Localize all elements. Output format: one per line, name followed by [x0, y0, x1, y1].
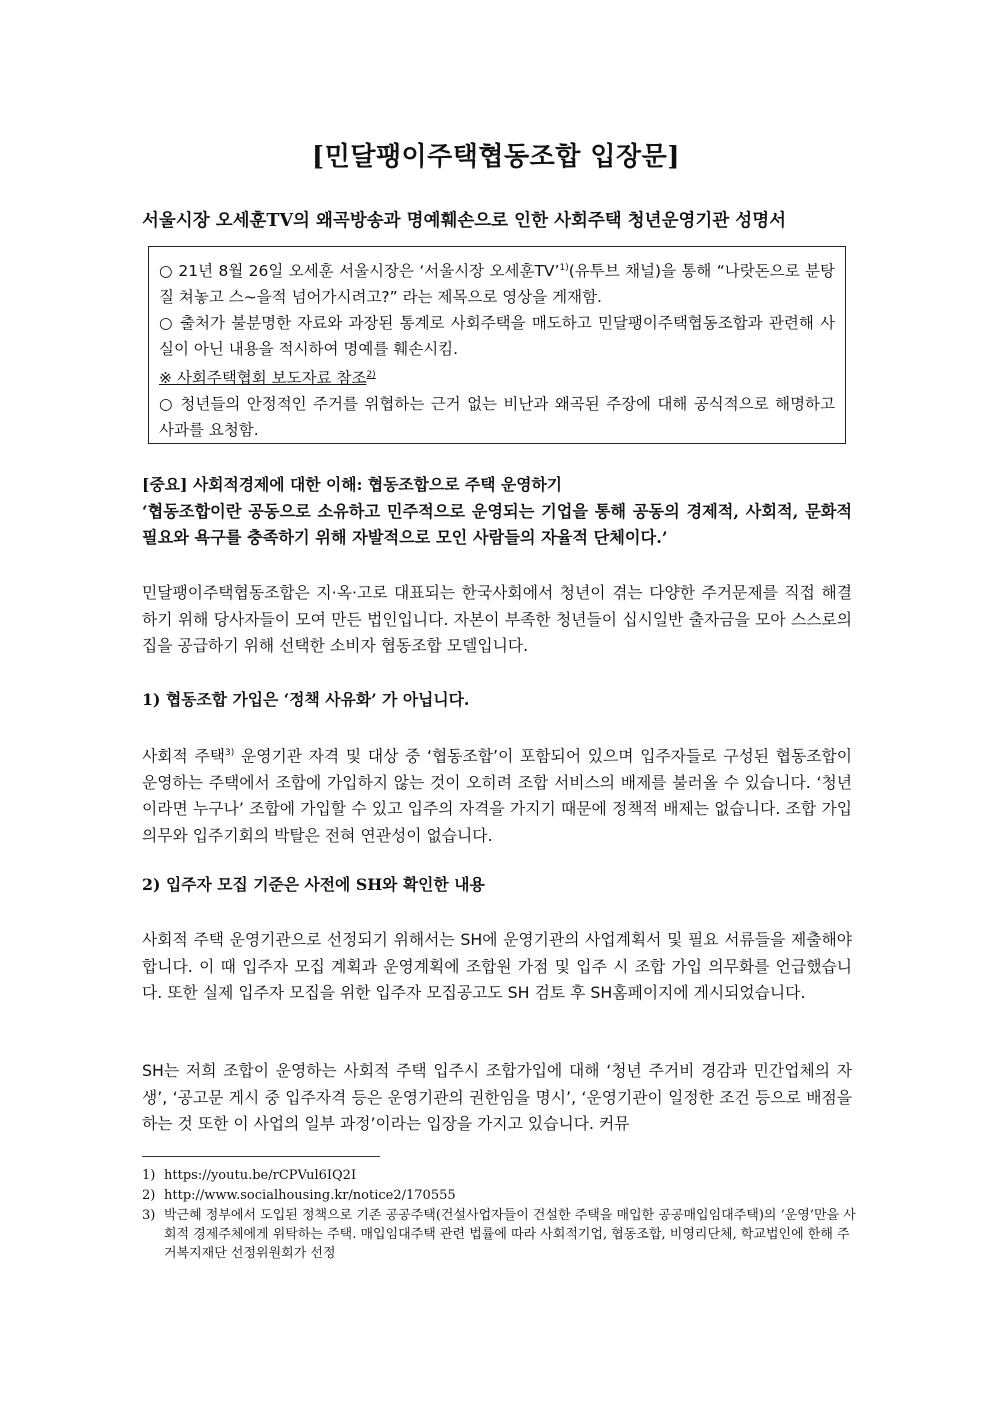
section-2-heading: 2) 입주자 모집 기준은 사전에 SH와 확인한 내용	[142, 875, 485, 894]
intro-paragraph: 민달팽이주택협동조합은 지·옥·고로 대표되는 한국사회에서 청년이 겪는 다양한 주거문제를 직접 해결하기 위해 당사자들이 모여 만든 법인입니다. 자본이 부족한 청년들이 십시일반 출자금을 모아 스스로의 집을 공급하기 위해 선택한 소비자 협동조합 모델입니다.	[142, 583, 852, 655]
section-1-body-text-cont: 운영기관 자격 및 대상 중 ‘협동조합’이 포함되어 있으며 입주자들로 구성된 협동조합이 운영하는 주택에서 조합에 가입하지 않는 것이 오히려 조합 서비스의 배제를 불러올 수 있습니다. ‘청년이라면 누구나’ 조합에 가입할 수 있고 입주의 자격을 가지기 때문에 정책적 배제는 없습니다. 조합 가입 의무와 입주기회의 박탈은 전혀 연관성이 없습니다.	[142, 746, 852, 845]
cooperative-definition-quote: ‘협동조합이란 공동으로 소유하고 민주적으로 운영되는 기업을 통해 공동의 경제적, 사회적, 문화적 필요와 욕구를 충족하기 위해 자발적으로 모인 사람들의 자율적 단체이다.’	[142, 501, 852, 547]
important-section	[142, 472, 852, 552]
footnotes	[142, 1166, 857, 1263]
footnote-2-number: 2)	[142, 1188, 156, 1203]
document-subtitle: 서울시장 오세훈TV의 왜곡방송과 명예훼손으로 인한 사회주택 청년운영기관 성명서	[142, 211, 787, 231]
section-1-body	[142, 740, 852, 849]
footnote-3-number: 3)	[142, 1208, 156, 1223]
summary-box	[148, 246, 846, 444]
section-2-paragraph-1: 사회적 주택 운영기관으로 선정되기 위해서는 SH에 운영기관의 사업계획서 및 필요 서류들을 제출해야 합니다. 이 때 입주자 모집 계획과 운영계획에 조합원 가점 및 입주 시 조합 가입 의무화를 언급했습니다. 또한 실제 입주자 모집을 위한 입주자 모집공고도 SH 검토 후 SH홈페이지에 게시되었습니다.	[142, 930, 852, 1002]
summary-reference	[159, 362, 835, 391]
summary-reference-text: ※ 사회주택협회 보도자료 참조	[159, 369, 367, 388]
section-2-paragraph-2: SH는 저희 조합이 운영하는 사회적 주택 입주시 조합가입에 대해 ‘청년 주거비 경감과 민간업체의 자생’, ‘공고문 게시 중 입주자격 등은 운영기관의 권한임을 명시’, ‘운영기관이 일정한 조건 등으로 배점을 하는 것 또한 이 사업의 일부 과정’이라는 입장을 가지고 있습니다. 커뮤	[142, 1061, 852, 1133]
summary-item-1-text: ○ 21년 8월 26일 오세훈 서울시장은 ‘서울시장 오세훈TV’	[159, 262, 560, 281]
footnote-3-text: 박근혜 정부에서 도입된 정책으로 기존 공공주택(건설사업자들이 건설한 주택을 매입한 공공매입임대주택)의 ‘운영’만을 사회적 경제주체에게 위탁하는 주택. 매입임대주택 관련 법률에 따라 사회적기업, 협동조합, 비영리단체, 학교법인에 한해 주거복지재단 선정위원회가 선정	[164, 1208, 856, 1261]
footnote-ref-3: 3)	[225, 748, 235, 758]
section-1-heading: 1) 협동조합 가입은 ‘정책 사유화’ 가 아닙니다.	[142, 690, 470, 709]
footnote-ref-2: 2)	[366, 370, 376, 381]
footnote-ref-1: 1)	[559, 263, 569, 273]
summary-item-1	[159, 255, 835, 310]
footnote-1-link[interactable]: https://youtu.be/rCPVul6IQ2I	[164, 1168, 357, 1183]
footnote-2-link[interactable]: http://www.socialhousing.kr/notice2/170555	[164, 1188, 456, 1203]
important-heading: [중요] 사회적경제에 대한 이해: 협동조합으로 주택 운영하기	[142, 475, 563, 494]
section-1-body-text: 사회적 주택	[142, 746, 225, 766]
footnote-2	[142, 1186, 857, 1205]
summary-item-3: ○ 청년들의 안정적인 주거를 위협하는 근거 없는 비난과 왜곡된 주장에 대해 공식적으로 해명하고 사과를 요청함.	[159, 395, 835, 440]
footnote-3	[142, 1206, 857, 1263]
footnote-1	[142, 1166, 857, 1185]
document-title: [민달팽이주택협동조합 입장문]	[311, 142, 681, 172]
summary-item-1-text-cont: (유투브 채널)을 통해 “나랏돈으로 분탕질 쳐놓고 스~을적 넘어가시려고?” 라는 제목으로 영상을 게재함.	[159, 262, 835, 307]
footnote-1-number: 1)	[142, 1168, 156, 1183]
footnote-divider	[142, 1156, 380, 1157]
summary-item-2: ○ 출처가 불분명한 자료와 과장된 통계로 사회주택을 매도하고 민달팽이주택협동조합과 관련해 사실이 아닌 내용을 적시하여 명예를 훼손시킴.	[159, 314, 835, 359]
